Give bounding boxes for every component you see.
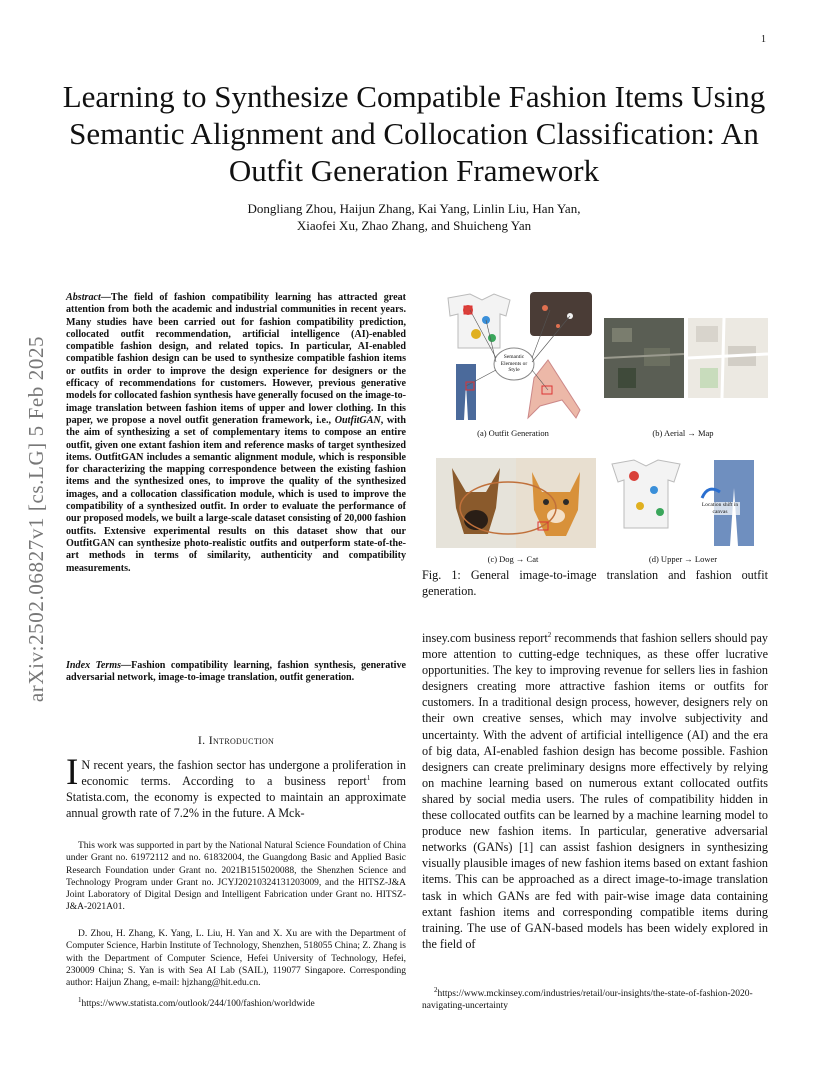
panel-upper-lower — [604, 458, 768, 548]
caption-c: (c) Dog → Cat — [487, 554, 539, 564]
footnote-ref-1: 1 — [366, 774, 371, 783]
intro-text-2: from Statista.com, the economy is expected to maintain an approximate annual growth rate of 7.2% in the future. A Mck- — [66, 774, 406, 821]
footnote-2-mark: 2 — [434, 985, 438, 994]
drop-cap: I — [66, 752, 79, 793]
panel-dog-cat — [436, 458, 596, 548]
affiliation-footnote: D. Zhou, H. Zhang, K. Yang, L. Liu, H. Yan and X. Xu are with the Department of Computer Science, Harbin Institute of Technology, Shenzhen, 518055 China; Z. Zhang is with the Department of Computer Science, Hefei University of Technology, Hefei, 230009 China; S. Yan is with Sea AI Lab (SAIL), 119077 Singapore. Corresponding author: Haijun Zhang, e-mail: hjzhang@hit.edu.cn. — [66, 929, 406, 989]
intro-paragraph — [66, 752, 406, 821]
right-column-paragraph — [422, 630, 768, 952]
abstract — [66, 292, 406, 575]
intro-first-word-rest: N — [81, 758, 91, 772]
right-text-2: recommends that fashion sellers should pay more attention to cutting-edge techniques, as these offer lucrative opportunities. The key to improving revenue for sellers lies in fashion designers creating more attractive fashion items or outfits for customers. In a traditional design process, however, designers rely on their own creative senses, which may involve subjectivity and uncertainty. With the advent of artificial intelligence (AI) and the era of big data, AI-enabled fashion design has become possible. Fashion designers can create preliminary designs more effectively by relying on machine learning based on numerous extant collocated outfits shared by social media users. The rules of compatibility hidden in these collocated outfits can be learned by a machine learning model to produce new fashion items. In particular, generative adversarial networks (GANs) [1] can assist fashion designers in synthesizing visually plausible images of new fashion items based on extant fashion items. This can be approached as a direct image-to-image translation task in which GANs are fed with pair-wise image data containing extant fashion items and corresponding compatible items during training. The use of GAN-based models has been widely explored in the field of — [422, 631, 768, 951]
page-number: 1 — [761, 34, 766, 45]
footnote-2-url: https://www.mckinsey.com/industries/retail/our-insights/the-state-of-fashion-2020-navigating-uncertainty — [422, 989, 753, 1012]
figure-1-caption: Fig. 1: General image-to-image translation and fashion outfit generation. — [422, 568, 768, 598]
index-terms — [66, 660, 406, 685]
dog-cat-image — [436, 458, 596, 548]
abstract-text-1: —The field of fashion compatibility learning has attracted great attention from both the academic and industrial communities in recent years. Many studies have been carried out for fashion compatibility prediction, collocated outfit recommendation, artificial intelligence (AI)-enabled compatible fashion design, and related topics. In particular, AI-enabled compatible fashion design can be used to synthesize compatible fashion items or outfits in order to improve the design experience for designers or the efficacy of recommendations for customers. However, previous generative models for collocated fashion synthesis have generally focused on the image-to-image translation between fashion items of upper and lower clothing. In this paper, we propose a novel outfit generation framework, i.e., — [66, 292, 406, 426]
paper-title: Learning to Synthesize Compatible Fashion Items Using Semantic Alignment and Collocation Classification: An Outfit Generation Framework — [62, 79, 766, 188]
arxiv-stamp: arXiv:2502.06827v1 [cs.LG] 5 Feb 2025 — [24, 335, 48, 703]
abstract-model-name: OutfitGAN — [334, 414, 381, 426]
footnote-ref-2: 2 — [547, 630, 552, 639]
author-list — [60, 200, 768, 234]
caption-a: (a) Outfit Generation — [477, 428, 549, 438]
index-terms-label: Index Terms — [66, 660, 122, 671]
footnote-1-mark: 1 — [78, 995, 82, 1004]
section-heading: I. Introduction — [197, 733, 275, 747]
footnote-1 — [66, 995, 406, 1010]
authors-line-2: Xiaofei Xu, Zhao Zhang, and Shuicheng Yan — [296, 218, 532, 233]
caption-b: (b) Aerial → Map — [652, 428, 714, 438]
index-terms-text: —Fashion compatibility learning, fashion synthesis, generative adversarial network, image-to-image translation, outfit generation. — [66, 660, 406, 684]
semantic-elements-label: Semantic Elements or Style — [500, 354, 528, 373]
panel-aerial-map — [604, 318, 768, 398]
caption-d: (d) Upper → Lower — [648, 554, 718, 564]
panel-outfit-generation — [430, 290, 596, 424]
footnote-2 — [422, 985, 768, 1013]
abstract-text-2: , with the aim of synthesizing a set of complementary items to compose an entire outfit, given one extant fashion item and reference masks of target synthesized items. OutfitGAN includes a semantic alignment module, which is responsible for characterizing the mapping correspondence between the existing fashion items and the synthesized ones, to improve the quality of the synthesized images, and a collocation classification module, which is used to improve the compatibility of a synthesized outfit. In order to evaluate the performance of our proposed models, we built a large-scale dataset consisting of 20,000 fashion outfits. Extensive experimental results on this dataset show that our OutfitGAN can synthesize photo-realistic outfits and outperform state-of-the-art methods in terms of similarity, authenticity and compatibility measurements. — [66, 414, 407, 574]
intro-text-1: recent years, the fashion sector has undergone a proliferation in economic terms. According to a business report — [81, 758, 406, 789]
location-shift-label: Location shift in canvas — [701, 502, 739, 515]
upper-lower-image — [604, 458, 768, 548]
authors-line-1: Dongliang Zhou, Haijun Zhang, Kai Yang, Linlin Liu, Han Yan, — [247, 201, 581, 216]
abstract-label: Abstract — [66, 292, 101, 303]
aerial-map-image — [604, 318, 768, 398]
figure-1 — [422, 288, 768, 608]
funding-footnote: This work was supported in part by the National Natural Science Foundation of China under Grant no. 61972112 and no. 61832004, the Guangdong Basic and Applied Basic Research Foundation under Grant no. 2021B1515020088, the Shenzhen Science and Technology Program under Grant no. JCYJ20210324131203009, and the HITSZ-J&A Joint Laboratory of Digital Design and Intelligent Fabrication under Grant no. HITSZ-J&A-2021A01. — [66, 841, 406, 913]
right-text-1: insey.com business report — [422, 631, 548, 645]
footnote-1-url: https://www.statista.com/outlook/244/100/fashion/worldwide — [81, 999, 315, 1009]
